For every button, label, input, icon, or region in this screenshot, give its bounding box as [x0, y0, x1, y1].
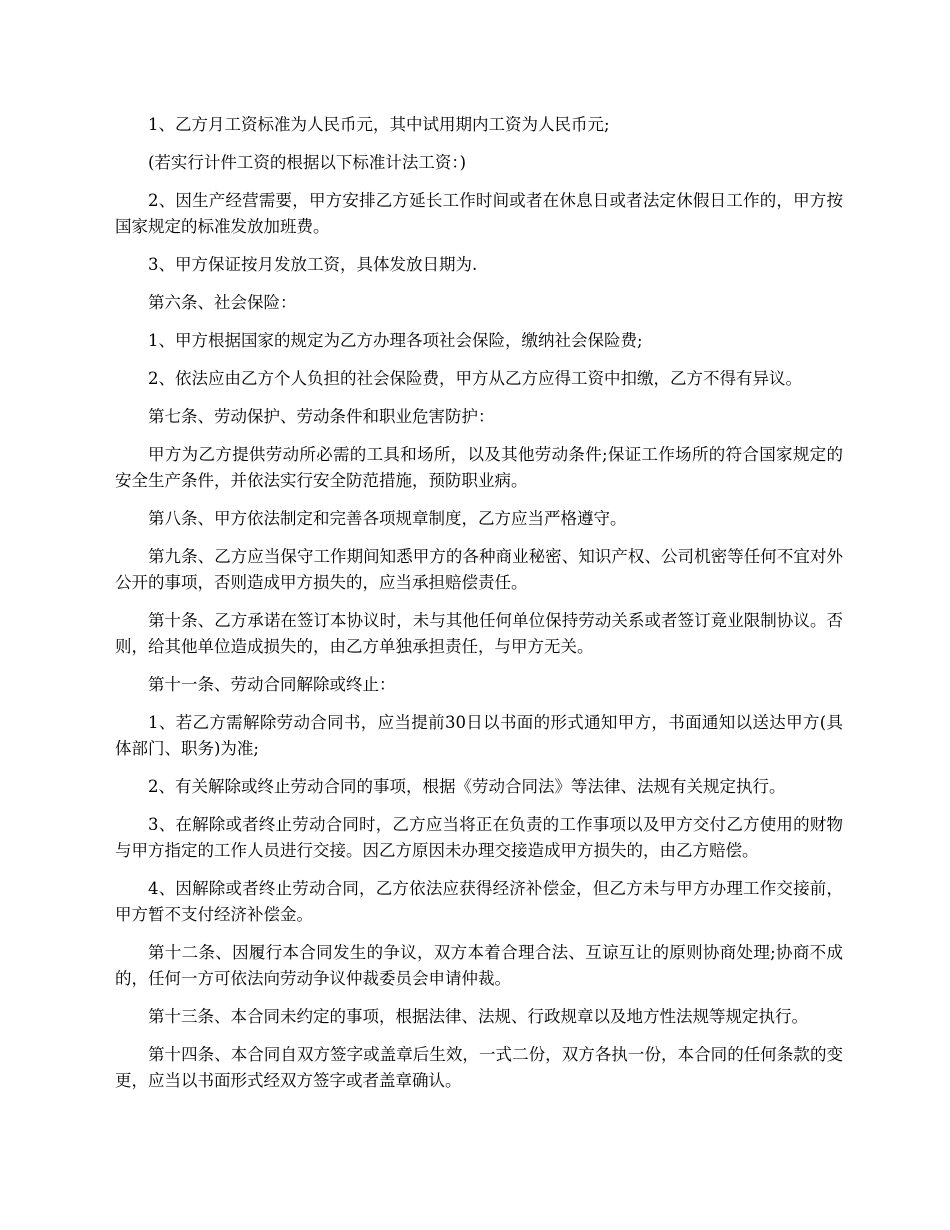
article-6-heading: 第六条、社会保险：: [148, 293, 297, 312]
article-14: 第十四条、本合同自双方签字或盖章后生效，一式二份，双方各执一份，本合同的任何条款的变更，应当以书面形式经双方签字或者盖章确认。: [115, 1045, 843, 1090]
article-7-heading: 第七条、劳动保护、劳动条件和职业危害防护：: [148, 407, 495, 426]
paragraph-termination-3: 3、在解除或者终止劳动合同时，乙方应当将正在负责的工作事项以及甲方交付乙方使用的财物与甲方指定的工作人员进行交接。因乙方原因未办理交接造成甲方损失的，由乙方赔偿。: [115, 815, 843, 860]
article-8: 第八条、甲方依法制定和完善各项规章制度，乙方应当严格遵守。: [148, 509, 627, 528]
article-10: 第十条、乙方承诺在签订本协议时，未与其他任何单位保持劳动关系或者签订竟业限制协议。否则，给其他单位造成损失的，由乙方单独承担责任，与甲方无关。: [115, 611, 843, 656]
paragraph-piece-wage-note: (若实行计件工资的根据以下标准计法工资：): [148, 153, 467, 172]
paragraph-termination-4: 4、因解除或者终止劳动合同，乙方依法应获得经济补偿金，但乙方未与甲方办理工作交接前，甲方暂不支付经济补偿金。: [115, 879, 843, 924]
document-body: [115, 112, 843, 1106]
paragraph-termination-1: 1、若乙方需解除劳动合同书，应当提前30日以书面的形式通知甲方，书面通知以送达甲方(具体部门、职务)为准;: [115, 713, 843, 758]
paragraph-social-insurance-2: 2、依法应由乙方个人负担的社会保险费，甲方从乙方应得工资中扣缴，乙方不得有异议。: [148, 369, 802, 388]
paragraph-overtime-pay: 2、因生产经营需要，甲方安排乙方延长工作时间或者在休息日或者法定休假日工作的，甲方按国家规定的标准发放加班费。: [115, 191, 843, 236]
paragraph-wage-standard: 1、乙方月工资标准为人民币元，其中试用期内工资为人民币元;: [148, 115, 610, 134]
article-11-heading: 第十一条、劳动合同解除或终止：: [148, 675, 396, 694]
article-13: 第十三条、本合同未约定的事项，根据法律、法规、行政规章以及地方性法规等规定执行。: [148, 1007, 808, 1026]
paragraph-social-insurance-1: 1、甲方根据国家的规定为乙方办理各项社会保险，缴纳社会保险费;: [148, 331, 643, 350]
paragraph-labor-protection: 甲方为乙方提供劳动所必需的工具和场所，以及其他劳动条件;保证工作场所的符合国家规定的安全生产条件，并依法实行安全防范措施，预防职业病。: [115, 445, 843, 490]
paragraph-termination-2: 2、有关解除或终止劳动合同的事项，根据《劳动合同法》等法律、法规有关规定执行。: [148, 777, 786, 796]
article-9: 第九条、乙方应当保守工作期间知悉甲方的各种商业秘密、知识产权、公司机密等任何不宜对外公开的事项，否则造成甲方损失的，应当承担赔偿责任。: [115, 547, 843, 592]
article-12: 第十二条、因履行本合同发生的争议，双方本着合理合法、互谅互让的原则协商处理;协商不成的，任何一方可依法向劳动争议仲裁委员会申请仲裁。: [115, 943, 843, 988]
paragraph-pay-date: 3、甲方保证按月发放工资，具体发放日期为.: [148, 255, 478, 274]
